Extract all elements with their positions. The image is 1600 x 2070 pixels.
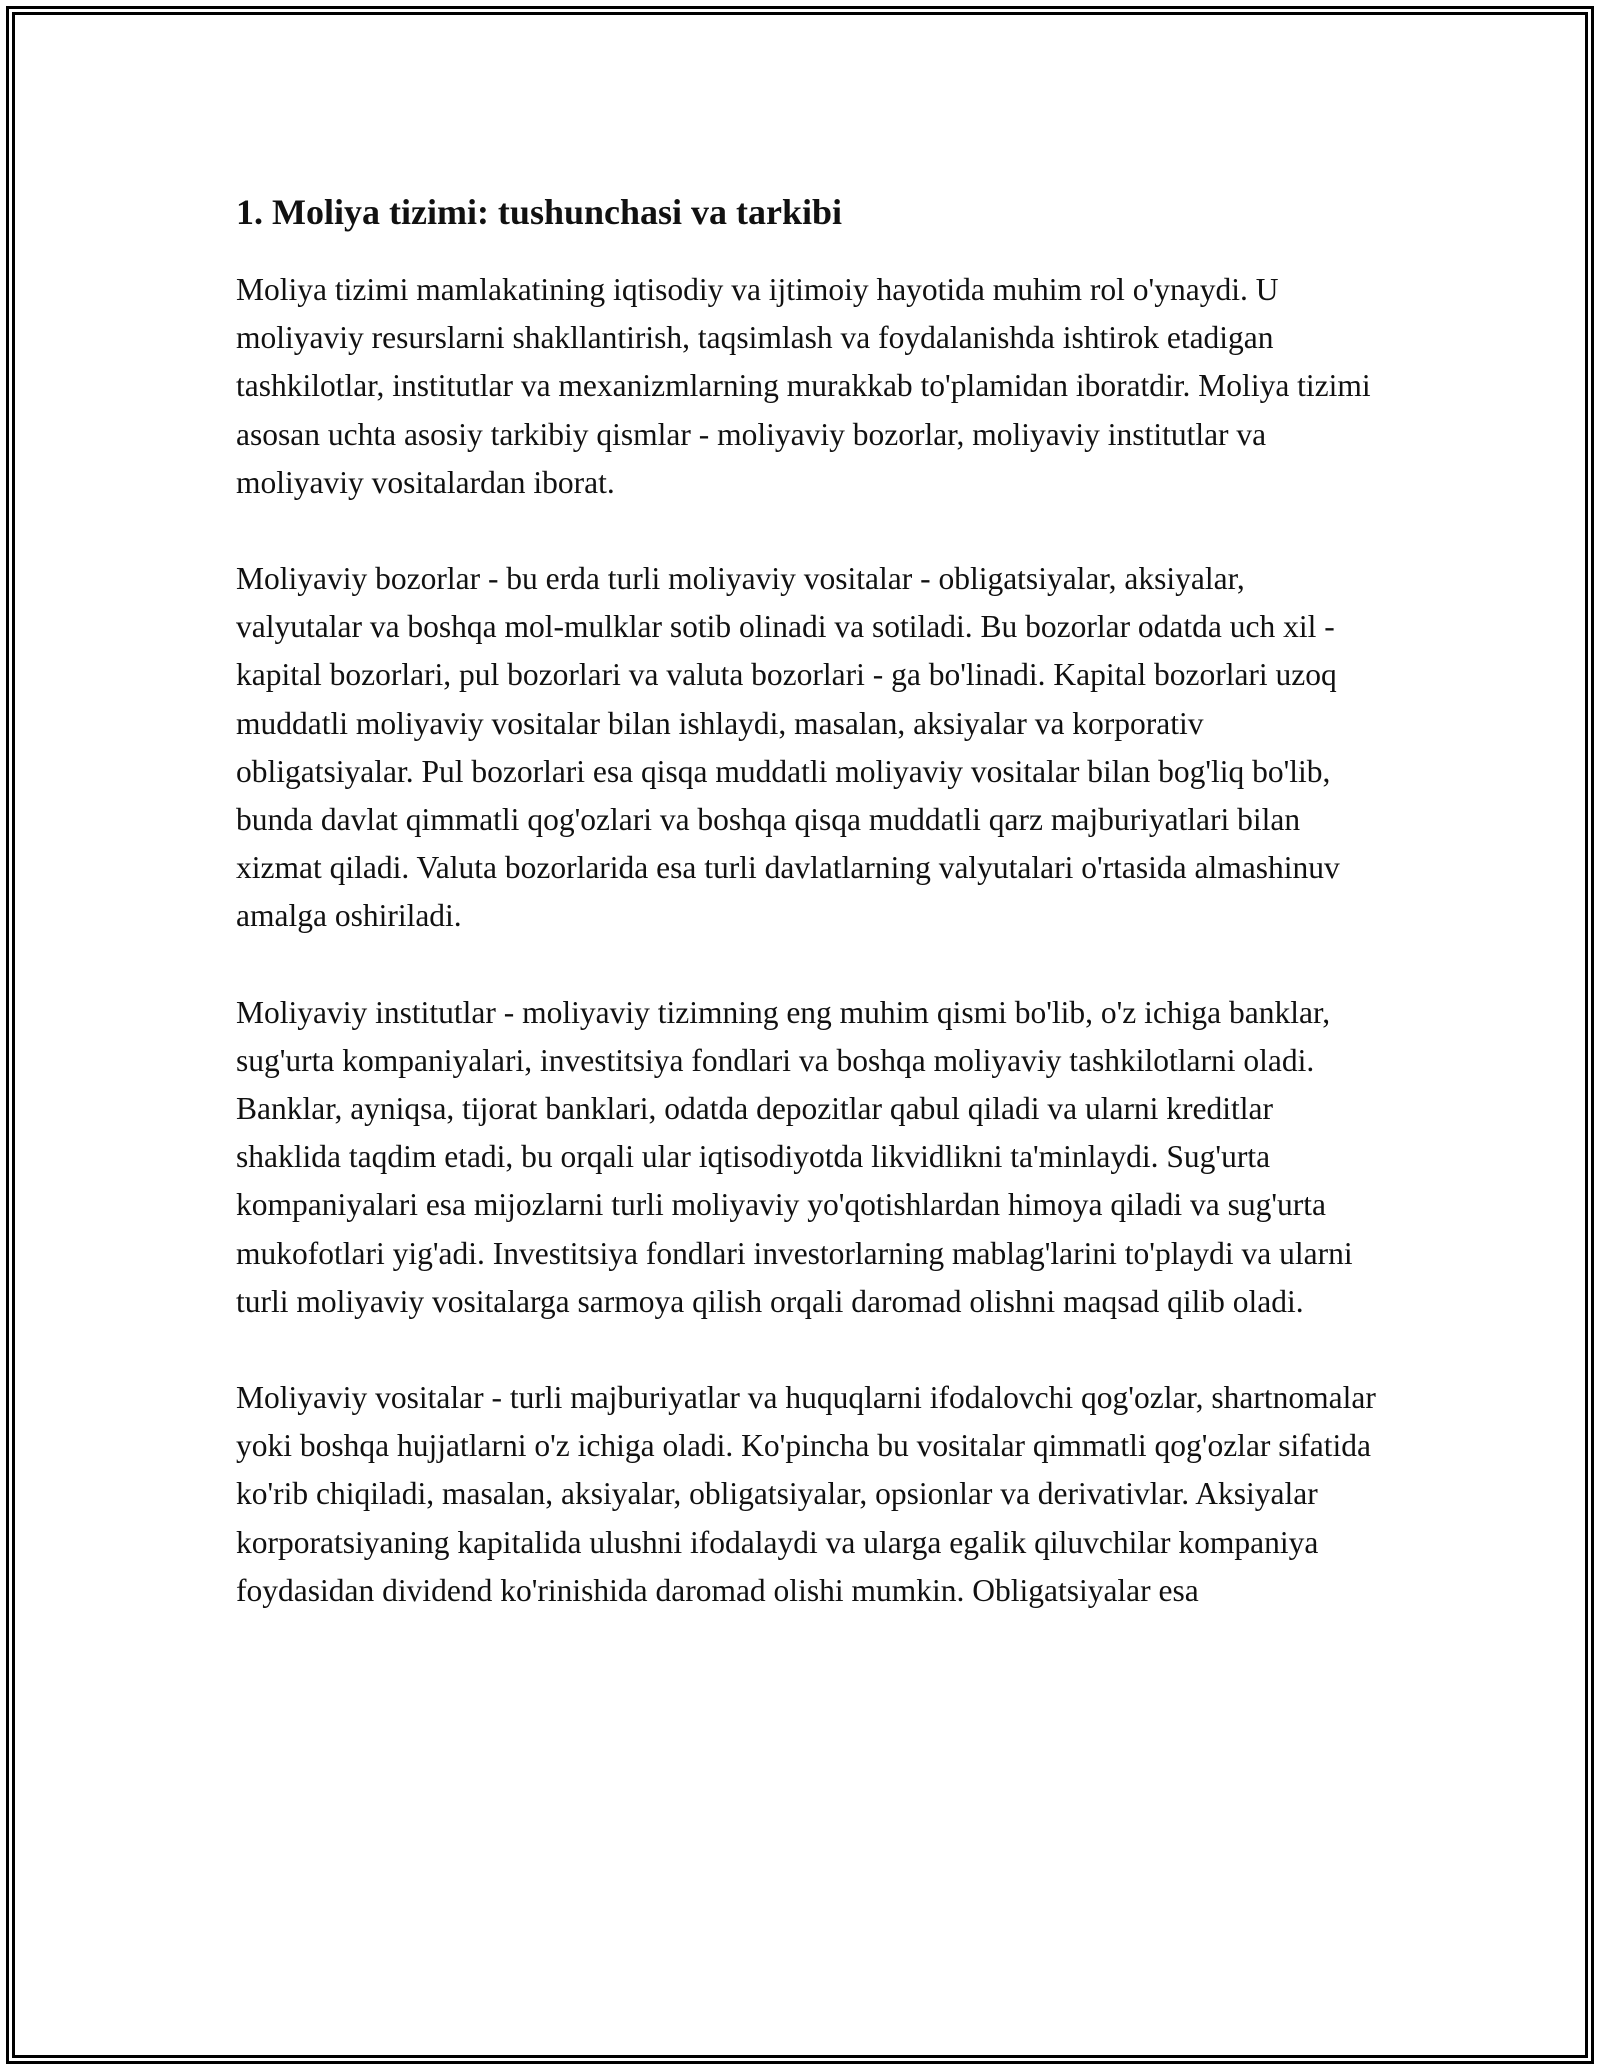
section-heading: 1. Moliya tizimi: tushunchasi va tarkibi (236, 192, 843, 232)
document-body (236, 188, 1376, 1663)
paragraph-intro: Moliya tizimi mamlakatining iqtisodiy va ijtimoiy hayotida muhim rol o'ynaydi. U moliyaviy resurslarni shakllantirish, taqsimlash va foydalanishda ishtirok etadigan tashkilotlar, institutlar va mexanizmlarning murakkab to'plamidan iboratdir. Moliya tizimi asosan uchta asosiy tarkibiy qismlar - moliyaviy bozorlar, moliyaviy institutlar va moliyaviy vositalardan iborat. (236, 272, 1371, 500)
paragraph-financial-instruments: Moliyaviy vositalar - turli majburiyatlar va huquqlarni ifodalovchi qog'ozlar, shartnomalar yoki boshqa hujjatlarni o'z ichiga oladi. Ko'pincha bu vositalar qimmatli qog'ozlar sifatida ko'rib chiqiladi, masalan, aksiyalar, obligatsiyalar, opsionlar va derivativlar. Aksiyalar korporatsiyaning kapitalida ulushni ifodalaydi va ularga egalik qiluvchilar kompaniya foydasidan dividend ko'rinishida daromad olishi mumkin. Obligatsiyalar esa (236, 1380, 1376, 1608)
paragraph-financial-institutions: Moliyaviy institutlar - moliyaviy tizimning eng muhim qismi bo'lib, o'z ichiga banklar, sug'urta kompaniyalari, investitsiya fondlari va boshqa moliyaviy tashkilotlarni oladi. Banklar, ayniqsa, tijorat banklari, odatda depozitlar qabul qiladi va ularni kreditlar shaklida taqdim etadi, bu orqali ular iqtisodiyotda likvidlikni ta'minlaydi. Sug'urta kompaniyalari esa mijozlarni turli moliyaviy yo'qotishlardan himoya qiladi va sug'urta mukofotlari yig'adi. Investitsiya fondlari investorlarning mablag'larini to'playdi va ularni turli moliyaviy vositalarga sarmoya qilish orqali daromad olishni maqsad qilib oladi. (236, 994, 1353, 1319)
paragraph-financial-markets: Moliyaviy bozorlar - bu erda turli moliyaviy vositalar - obligatsiyalar, aksiyalar, valyutalar va boshqa mol-mulklar sotib olinadi va sotiladi. Bu bozorlar odatda uch xil - kapital bozorlari, pul bozorlari va valuta bozorlari - ga bo'linadi. Kapital bozorlari uzoq muddatli moliyaviy vositalar bilan ishlaydi, masalan, aksiyalar va korporativ obligatsiyalar. Pul bozorlari esa qisqa muddatli moliyaviy vositalar bilan bog'liq bo'lib, bunda davlat qimmatli qog'ozlari va boshqa qisqa muddatli qarz majburiyatlari bilan xizmat qiladi. Valuta bozorlarida esa turli davlatlarning valyutalari o'rtasida almashinuv amalga oshiriladi. (236, 561, 1340, 934)
